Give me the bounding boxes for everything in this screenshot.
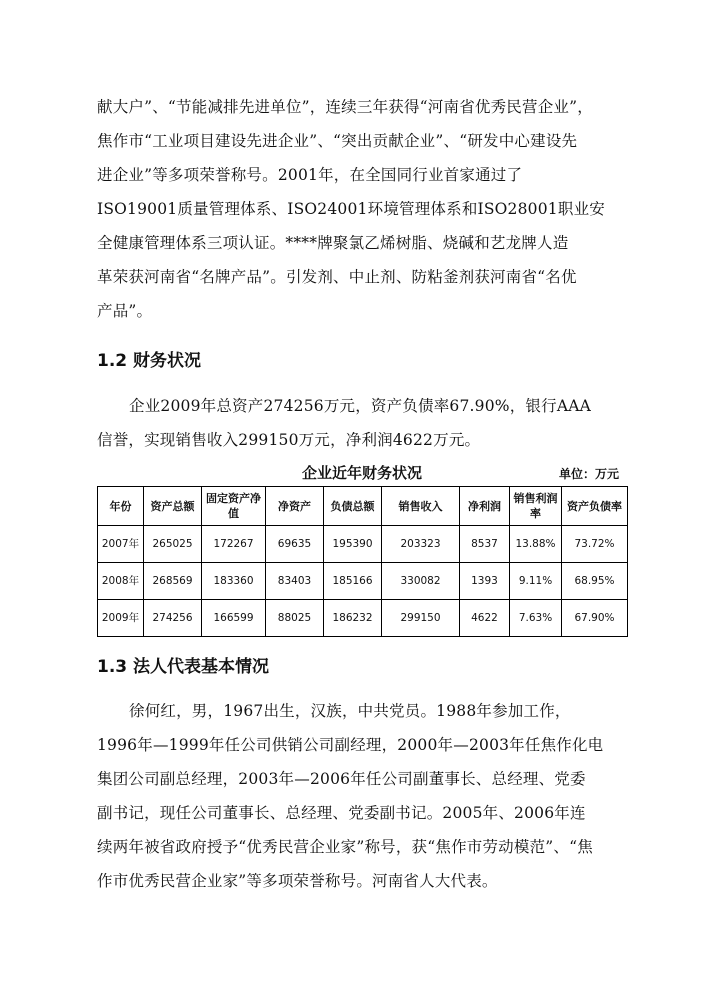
header-cell-total-assets: 资产总额: [144, 487, 202, 526]
paragraph-line: ISO19001质量管理体系、ISO24001环境管理体系和ISO28001职业安: [97, 200, 605, 218]
legal-representative-paragraph: [97, 694, 627, 898]
table-cell: 13.88%: [510, 526, 562, 563]
table-cell: 69635: [266, 526, 324, 563]
table-cell: 183360: [202, 563, 266, 600]
header-cell-sales-margin: 销售利润率: [510, 487, 562, 526]
table-cell: 2009年: [98, 600, 144, 637]
table-row: [98, 526, 628, 563]
table-unit: 单位：万元: [558, 467, 619, 481]
paragraph-line: 副书记，现任公司董事长、总经理、党委副书记。2005年、2006年连: [97, 804, 586, 822]
header-cell-net-profit: 净利润: [460, 487, 510, 526]
paragraph-line: 革荣获河南省“名牌产品”。引发剂、中止剂、防粘釜剂获河南省“名优: [97, 268, 577, 286]
paragraph-line: 进企业”等多项荣誉称号。2001年，在全国同行业首家通过了: [97, 166, 523, 184]
table-cell: 1393: [460, 563, 510, 600]
paragraph-line: 全健康管理体系三项认证。****牌聚氯乙烯树脂、烧碱和艺龙牌人造: [97, 234, 569, 252]
paragraph-line: 信誉，实现销售收入299150万元，净利润4622万元。: [97, 431, 481, 449]
table-cell: 2008年: [98, 563, 144, 600]
header-cell-debt-ratio: 资产负债率: [562, 487, 628, 526]
paragraph-line: 产品”。: [97, 302, 153, 320]
paragraph-line: 徐何红，男，1967出生，汉族，中共党员。1988年参加工作，: [129, 702, 571, 720]
header-cell-total-liabilities: 负债总额: [324, 487, 382, 526]
paragraph-line: 作市优秀民营企业家”等多项荣誉称号。河南省人大代表。: [97, 872, 498, 890]
paragraph-line: 1996年—1999年任公司供销公司副经理，2000年—2003年任焦作化电: [97, 736, 604, 754]
table-cell: 203323: [382, 526, 460, 563]
financial-status-paragraph: [97, 389, 627, 457]
table-cell: 172267: [202, 526, 266, 563]
table-cell: 195390: [324, 526, 382, 563]
table-cell: 330082: [382, 563, 460, 600]
table-cell: 8537: [460, 526, 510, 563]
table-cell: 4622: [460, 600, 510, 637]
table-cell: 274256: [144, 600, 202, 637]
table-cell: 265025: [144, 526, 202, 563]
table-cell: 2007年: [98, 526, 144, 563]
table-cell: 67.90%: [562, 600, 628, 637]
table-header-row: [98, 487, 628, 526]
table-row: [98, 600, 628, 637]
table-row: [98, 563, 628, 600]
table-caption: [97, 462, 627, 484]
table-cell: 73.72%: [562, 526, 628, 563]
table-cell: 186232: [324, 600, 382, 637]
section-heading-financial-status: 1.2 财务状况: [97, 351, 202, 371]
table-cell: 185166: [324, 563, 382, 600]
table-cell: 7.63%: [510, 600, 562, 637]
table-cell: 9.11%: [510, 563, 562, 600]
paragraph-line: 企业2009年总资产274256万元，资产负债率67.90%，银行AAA: [129, 397, 591, 415]
header-cell-fixed-assets: 固定资产净值: [202, 487, 266, 526]
section-heading-legal-representative: 1.3 法人代表基本情况: [97, 657, 270, 677]
table-cell: 83403: [266, 563, 324, 600]
paragraph-line: 续两年被省政府授予“优秀民营企业家”称号，获“焦作市劳动模范”、“焦: [97, 838, 593, 856]
table-cell: 166599: [202, 600, 266, 637]
paragraph-line: 献大户”、“节能减排先进单位”，连续三年获得“河南省优秀民营企业”，: [97, 98, 593, 116]
table-title: 企业近年财务状况: [301, 464, 422, 482]
table-cell: 88025: [266, 600, 324, 637]
table-cell: 68.95%: [562, 563, 628, 600]
paragraph-line: 集团公司副总经理，2003年—2006年任公司副董事长、总经理、党委: [97, 770, 586, 788]
header-cell-sales-revenue: 销售收入: [382, 487, 460, 526]
paragraph-line: 焦作市“工业项目建设先进企业”、“突出贡献企业”、“研发中心建设先: [97, 132, 578, 150]
table-cell: 299150: [382, 600, 460, 637]
header-cell-net-assets: 净资产: [266, 487, 324, 526]
section1-continued-paragraph: [97, 90, 627, 328]
table-cell: 268569: [144, 563, 202, 600]
header-cell-year: 年份: [98, 487, 144, 526]
financial-table: [97, 486, 628, 637]
